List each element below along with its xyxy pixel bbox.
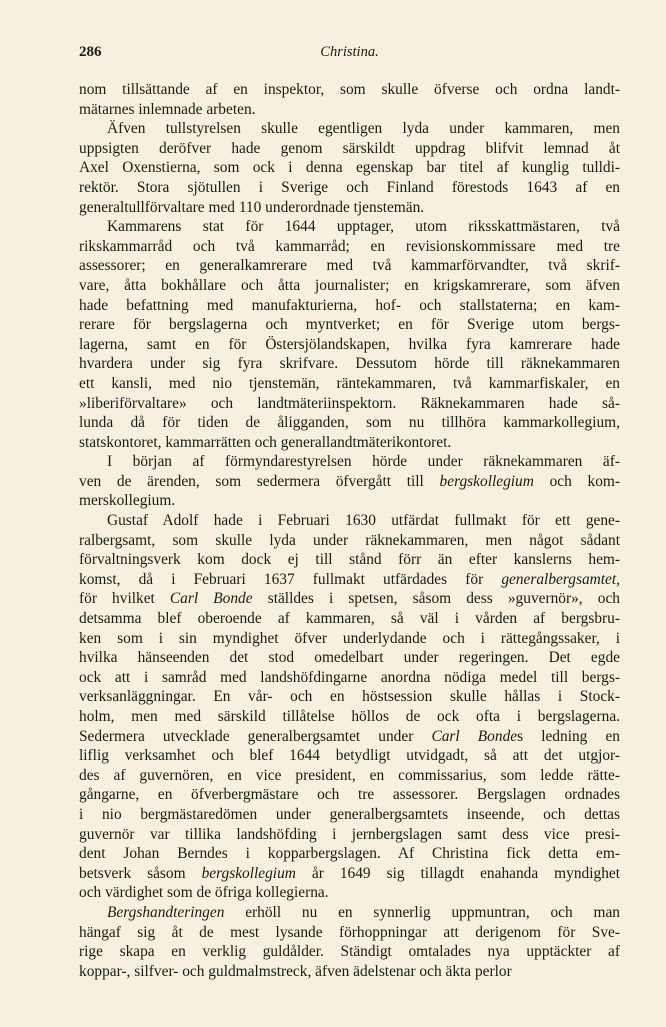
text-line: gångarne, en öfverbergmästare och tre assessorer. Bergslagen ordnades xyxy=(79,786,620,804)
text-line: rige skapa en verklig guldålder. Ständigt omtalades nya upptäckter af xyxy=(79,943,620,961)
paragraph xyxy=(79,452,620,511)
text-line: betsverk såsom bergskollegium år 1649 sig tillagdt enahanda myndighet xyxy=(79,864,621,882)
paragraph xyxy=(79,903,620,981)
text-line: rerare för bergslagerna och myntverket; en för Sverige utom bergs- xyxy=(79,316,620,334)
paragraph xyxy=(79,217,620,452)
text-line: komst, då i Februari 1637 fullmakt utfärdades för generalbergsamtet, xyxy=(79,570,620,588)
text-line: hvilka hänseenden det stod omedelbart under regeringen. Det egde xyxy=(79,649,620,667)
body-text xyxy=(79,80,620,981)
text-line: ralbergsamt, som skulle lyda under räknekammaren, men något sådant xyxy=(79,531,620,549)
text-line: för hvilket Carl Bonde ställdes i spetsen, såsom dess »guvernör», och xyxy=(79,590,620,608)
text-line: Kammarens stat för 1644 upptager, utom riksskattmästaren, två xyxy=(107,218,620,236)
text-line: liflig verksamhet och blef 1644 betydligt utvidgadt, så att det utgjor- xyxy=(79,747,620,765)
text-line: lunda då för tiden de åligganden, som nu tillhöra kammarkollegium, xyxy=(79,414,620,432)
text-line: generaltullförvaltare med 110 underordnade tjenstemän. xyxy=(79,198,425,216)
text-line: des af guvernören, en vice president, en commissarius, som ledde rätte- xyxy=(79,766,620,784)
text-line: hängaf sig åt de mest lysande förhoppningar att derigenom för Sve- xyxy=(79,923,620,941)
text-line: hade befattning med manufakturierna, hof- och stallstaterna; en kam- xyxy=(79,296,620,314)
text-line: och värdighet som de öfriga kollegierna. xyxy=(79,884,329,902)
text-line: nom tillsättande af en inspektor, som skulle öfverse och ordna landt- xyxy=(79,81,620,98)
text-line: detsamma blef oberoende af kammaren, så väl i vården af bergsbru- xyxy=(79,610,620,628)
text-line: Sedermera utvecklade generalbergsamtet under Carl Bondes ledning en xyxy=(79,727,620,745)
text-line: vare, åtta bokhållare och åtta journalister; en krigskamrerare, som äfven xyxy=(79,276,620,294)
text-line: hvardera under sig fyra skrifvare. Dessutom hörde till räknekammaren xyxy=(79,355,620,373)
text-line: ett kansli, med nio tjenstemän, räntekammaren, två kammarfiskaler, en xyxy=(79,374,620,392)
text-line: ken som i sin myndighet öfver underlydande och i rättegångssaker, i xyxy=(79,629,620,647)
text-line: verksanläggningar. En vår- och en höstsession skulle hållas i Stock- xyxy=(79,688,620,706)
text-line: ock att i samråd med landshöfdingarne anordna nödiga medel till bergs- xyxy=(79,668,620,686)
text-line: i nio bergmästaredömen under generalbergsamtets inseende, och dettas xyxy=(79,805,620,823)
text-line: »liberiförvaltare» och landtmäteriinspektorn. Räknekammaren hade så- xyxy=(79,394,620,412)
text-line: rektör. Stora sjötullen i Sverige och Finland förestods 1643 af en xyxy=(79,178,620,196)
page-number: 286 xyxy=(79,44,102,60)
text-line: koppar-, silfver- och guldmalmstreck, äfven ädelstenar och äkta perlor xyxy=(79,962,512,980)
text-line: guvernör var tillika landshöfding i jernbergslagen samt dess vice presi- xyxy=(79,825,620,843)
text-line: holm, men med särskild tillåtelse höllos de ock ofta i bergslagerna. xyxy=(79,708,620,725)
paragraph xyxy=(79,511,620,903)
text-line: merskollegium. xyxy=(79,492,176,510)
text-line: Axel Oxenstierna, som ock i denna egenskap bar titel af kunglig tulldi- xyxy=(79,159,620,177)
text-line: uppsigten deröfver hade genom särskildt uppdrag blifvit lemnad åt xyxy=(79,139,620,157)
text-line: mätarnes inlemnade arbeten. xyxy=(79,100,256,118)
text-line: ven de ärenden, som sedermera öfvergått till bergskollegium och kom- xyxy=(79,472,621,490)
text-line: assessorer; en generalkamrerare med två kammarförvandter, två skrif- xyxy=(79,257,620,275)
paragraph xyxy=(79,80,620,119)
text-line: statskontoret, kammarrätten och generallandtmäterikontoret. xyxy=(79,433,452,451)
paragraph xyxy=(79,119,620,217)
text-line: Gustaf Adolf hade i Februari 1630 utfärdat fullmakt för ett gene- xyxy=(107,512,620,530)
text-line: I början af förmyndarestyrelsen hörde under räknekammaren äf- xyxy=(107,453,620,471)
page-header xyxy=(79,44,620,70)
text-line: dent Johan Berndes i kopparbergslagen. Af Christina fick detta em- xyxy=(79,845,620,863)
text-line: Bergshandteringen erhöll nu en synnerlig uppmuntran, och man xyxy=(107,903,620,921)
text-line: förvaltningsverk kom dock ej till stånd förr än efter kanslerns hem- xyxy=(79,551,620,569)
text-line: rikskammarråd och två kammarråd; en revisionskommissare med tre xyxy=(79,237,620,255)
text-line: Äfven tullstyrelsen skulle egentligen lyda under kammaren, men xyxy=(107,120,620,138)
running-head: Christina. xyxy=(320,44,379,60)
text-line: lagerna, samt en för Östersjölandskapen, hvilka fyra kamrerare hade xyxy=(79,335,620,353)
